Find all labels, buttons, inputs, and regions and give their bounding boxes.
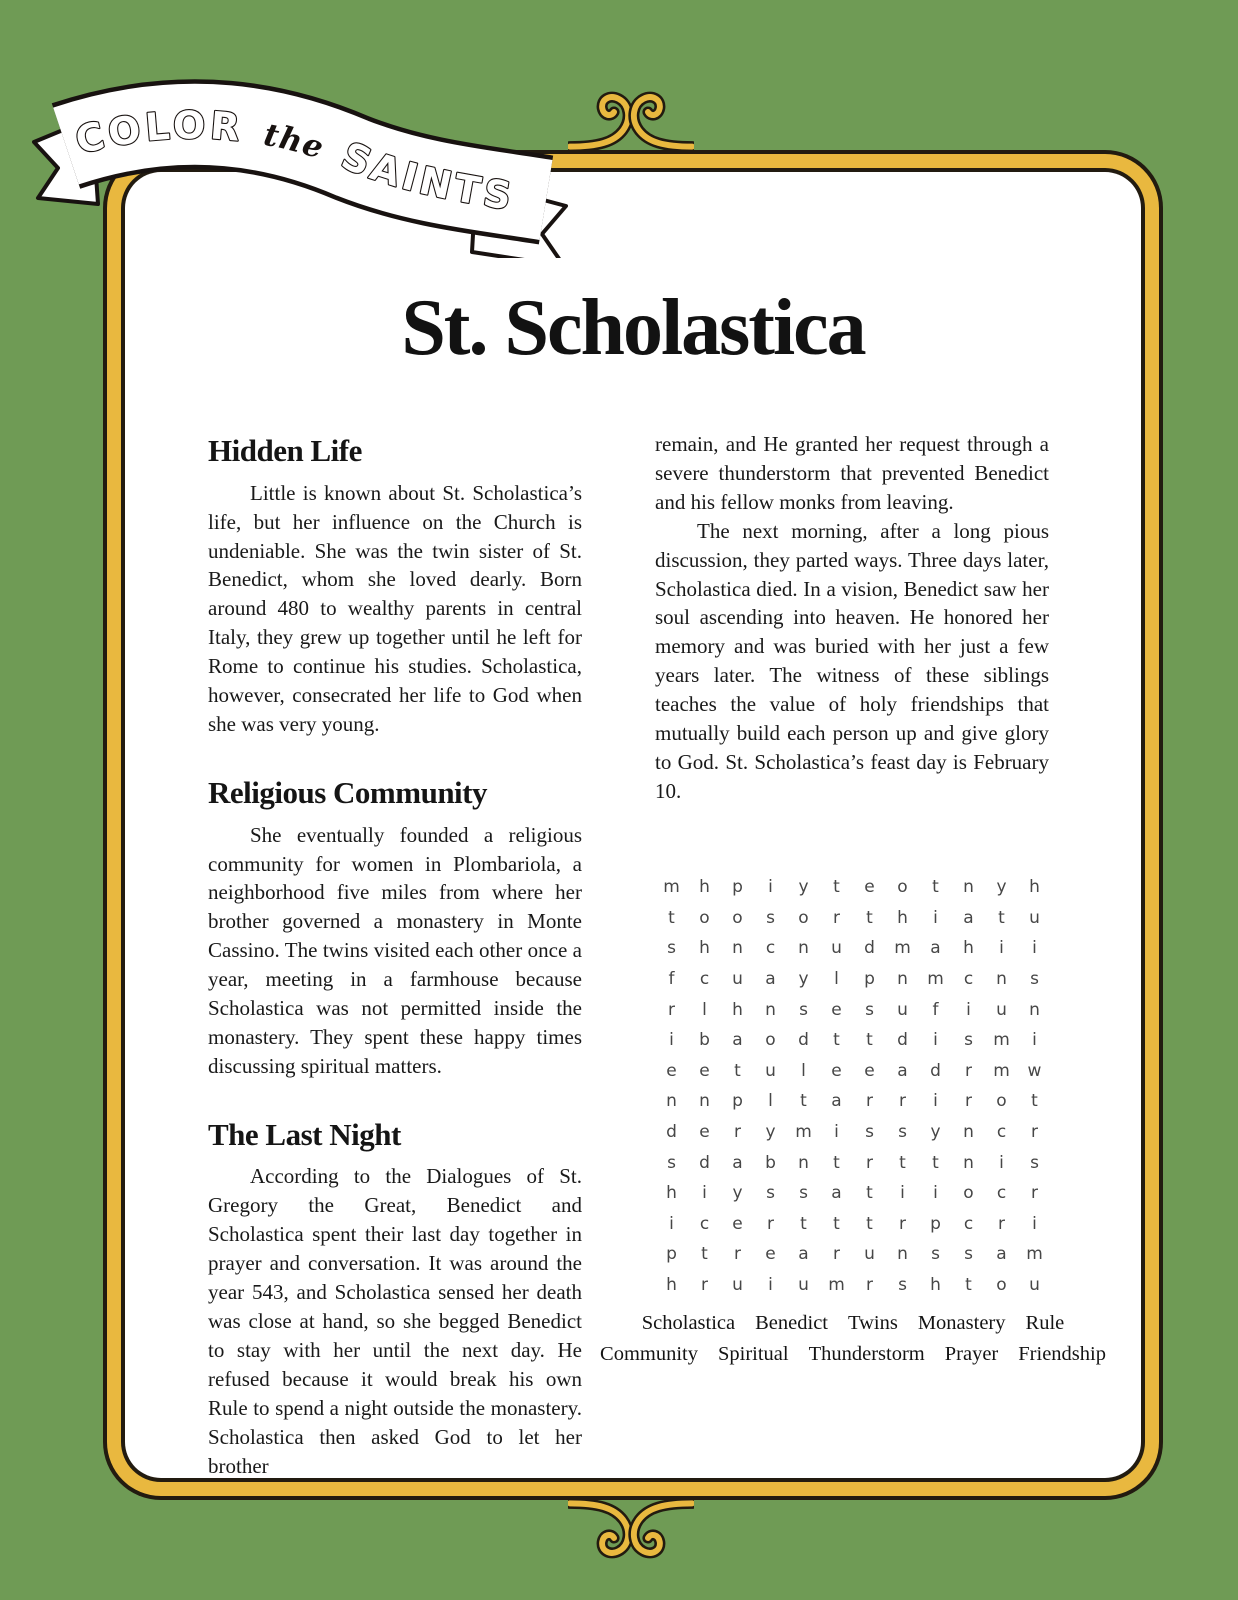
word-search-row: [655, 872, 1051, 903]
word-search-row: [655, 1086, 1051, 1117]
word-search-letter: w: [1027, 1060, 1042, 1081]
word-search-letter: t: [998, 907, 1005, 928]
word-search-letter: r: [866, 1091, 873, 1112]
word-search-letter: r: [701, 1275, 708, 1296]
word-list-word: Community: [600, 1343, 698, 1365]
word-search-letter: n: [666, 1091, 677, 1112]
word-search-letter: n: [765, 999, 776, 1020]
word-search-letter: n: [732, 938, 743, 959]
word-search-letter: r: [1031, 1122, 1038, 1143]
word-search-letter: y: [798, 877, 809, 898]
word-search-letter: n: [963, 1122, 974, 1143]
word-search-letter: f: [668, 969, 675, 990]
word-search-letter: f: [932, 999, 939, 1020]
section-heading-religious-community: Religious Community: [208, 774, 487, 810]
word-search-letter: a: [897, 1060, 908, 1081]
word-search-letter: t: [866, 907, 873, 928]
word-search-letter: r: [866, 1152, 873, 1173]
word-search-letter: o: [897, 877, 908, 898]
word-search-letter: o: [996, 1275, 1007, 1296]
word-search-letter: a: [831, 1091, 842, 1112]
word-search-letter: r: [833, 1244, 840, 1265]
word-search-letter: m: [894, 938, 911, 959]
section-heading-hidden-life: Hidden Life: [208, 433, 362, 468]
word-search-row: [655, 1178, 1051, 1209]
word-search-row: [655, 903, 1051, 934]
word-search-letter: t: [668, 907, 675, 928]
word-search-letter: a: [930, 938, 941, 959]
word-search-letter: i: [900, 1183, 905, 1204]
word-search-letter: d: [666, 1122, 677, 1143]
word-search-letter: d: [864, 938, 875, 959]
word-search-letter: b: [765, 1152, 776, 1173]
word-search-letter: i: [933, 907, 938, 928]
word-search-letter: u: [732, 1275, 743, 1296]
color-the-saints-banner: [14, 62, 586, 258]
word-search-row: [655, 1056, 1051, 1087]
word-search-letter: t: [932, 877, 939, 898]
word-search-letter: o: [765, 1030, 776, 1051]
word-search-row: [655, 994, 1051, 1025]
word-search-letter: e: [864, 877, 875, 898]
word-search-letter: r: [965, 1060, 972, 1081]
word-search-letter: r: [734, 1122, 741, 1143]
word-search-letter: e: [732, 1213, 743, 1234]
word-search-letter: r: [734, 1244, 741, 1265]
section-heading-last-night: The Last Night: [208, 1116, 401, 1152]
word-search-letter: s: [766, 907, 775, 928]
word-search-letter: s: [865, 1122, 874, 1143]
word-search-letter: s: [1030, 1152, 1039, 1173]
word-list-word: Rule: [1025, 1312, 1065, 1334]
word-search-letter: n: [1029, 999, 1040, 1020]
word-search-letter: n: [996, 969, 1007, 990]
word-search-letter: u: [864, 1244, 875, 1265]
word-search-letter: m: [828, 1275, 845, 1296]
word-search-letter: p: [930, 1213, 941, 1234]
word-search-letter: r: [998, 1213, 1005, 1234]
word-search-letter: y: [930, 1122, 941, 1143]
word-search-letter: b: [699, 1030, 710, 1051]
word-search-letter: o: [963, 1183, 974, 1204]
word-search-letter: a: [996, 1244, 1007, 1265]
word-search-letter: o: [699, 907, 710, 928]
word-search-letter: s: [964, 1030, 973, 1051]
word-search-letter: e: [699, 1060, 710, 1081]
word-search-letter: r: [866, 1275, 873, 1296]
word-search-letter: m: [993, 1030, 1010, 1051]
word-search-letter: c: [699, 969, 710, 990]
word-search-letter: n: [963, 1152, 974, 1173]
word-search-letter: h: [963, 938, 974, 959]
word-search-row: [655, 1239, 1051, 1270]
word-search-row: [655, 933, 1051, 964]
word-list-word: Thunderstorm: [808, 1343, 925, 1365]
word-search-letter: r: [965, 1091, 972, 1112]
word-search-word-list: [493, 1312, 1213, 1374]
word-search-letter: e: [765, 1244, 776, 1265]
word-search-letter: t: [734, 1060, 741, 1081]
word-search-letter: e: [864, 1060, 875, 1081]
frame-curl-top-icon: [568, 84, 694, 154]
word-search-letter: p: [732, 1091, 743, 1112]
word-search-letter: i: [933, 1091, 938, 1112]
word-search-letter: s: [964, 1244, 973, 1265]
word-search-letter: t: [932, 1152, 939, 1173]
word-search-letter: m: [795, 1122, 812, 1143]
word-list-word: Spiritual: [717, 1343, 789, 1365]
word-search-letter: u: [831, 938, 842, 959]
frame-curl-bottom-icon: [568, 1496, 694, 1566]
word-search-letter: r: [899, 1213, 906, 1234]
word-search-letter: i: [702, 1183, 707, 1204]
page-frame: [125, 172, 1141, 1478]
word-search-letter: m: [663, 877, 680, 898]
word-search-letter: n: [798, 1152, 809, 1173]
word-search-letter: n: [963, 877, 974, 898]
word-search-letter: c: [699, 1213, 710, 1234]
word-search-letter: m: [1026, 1244, 1043, 1265]
word-search-letter: s: [799, 1183, 808, 1204]
banner-word-color: COLOR: [71, 103, 246, 163]
word-search-letter: y: [765, 1122, 776, 1143]
word-search-letter: t: [866, 1183, 873, 1204]
word-search-letter: u: [996, 999, 1007, 1020]
word-search-row: [655, 964, 1051, 995]
word-search-letter: e: [699, 1122, 710, 1143]
word-search-letter: r: [767, 1213, 774, 1234]
word-list-line-2: [493, 1343, 1213, 1366]
word-search-letter: s: [931, 1244, 940, 1265]
word-list-word: Prayer: [944, 1343, 999, 1365]
word-search-letter: u: [1029, 907, 1040, 928]
word-search-letter: t: [800, 1091, 807, 1112]
word-search-letter: d: [930, 1060, 941, 1081]
page-title: St. Scholastica: [401, 284, 865, 372]
word-list-word: Friendship: [1018, 1343, 1106, 1365]
word-search-letter: o: [798, 907, 809, 928]
section-paragraph-last-night: According to the Dialogues of St. Gregory the Great, Benedict and Scholastica spent their last day together in prayer and conversation. It was around the year 543, and Scholastica sensed her death was close at hand, so she begged Benedict to stay with her until the next day. He refused because it would break his own Rule to spend a night outside the monastery. Scholastica then asked God to let her brother: [208, 1164, 582, 1478]
word-search-letter: s: [667, 1152, 676, 1173]
word-search-letter: r: [899, 1091, 906, 1112]
word-search-letter: u: [1029, 1275, 1040, 1296]
closing-paragraph: The next morning, after a long pious discussion, they parted ways. Three days later, Scholastica died. In a vision, Benedict saw her soul ascending into heaven. He honored her memory and was buried with her just a few years later. The witness of these siblings teaches the value of holy friendships that mutually build each person up and give glory to God. St. Scholastica’s feast day is February 10.: [655, 518, 1049, 803]
word-search-letter: y: [798, 969, 809, 990]
word-search-letter: h: [666, 1275, 677, 1296]
word-search-letter: i: [834, 1122, 839, 1143]
word-search-letter: t: [1031, 1091, 1038, 1112]
word-search-letter: i: [933, 1030, 938, 1051]
word-search-letter: i: [1032, 1030, 1037, 1051]
word-search-letter: r: [1031, 1183, 1038, 1204]
word-search-letter: h: [699, 877, 710, 898]
word-search-letter: s: [865, 999, 874, 1020]
word-search-letter: t: [866, 1213, 873, 1234]
word-search-letter: s: [1030, 969, 1039, 990]
word-search-letter: r: [668, 999, 675, 1020]
word-search-letter: l: [834, 969, 839, 990]
word-search-letter: t: [899, 1152, 906, 1173]
word-search-letter: m: [993, 1060, 1010, 1081]
word-search-letter: d: [798, 1030, 809, 1051]
word-search-letter: h: [666, 1183, 677, 1204]
word-search-letter: a: [963, 907, 974, 928]
word-search-letter: p: [666, 1244, 677, 1265]
word-search-letter: y: [996, 877, 1007, 898]
word-search-row: [655, 1209, 1051, 1240]
word-search-letter: e: [831, 999, 842, 1020]
banner-word-saints: SAINTS: [335, 133, 519, 219]
word-search-letter: i: [768, 877, 773, 898]
word-search-letter: i: [999, 938, 1004, 959]
word-search-letter: i: [1032, 938, 1037, 959]
word-search-row: [655, 1270, 1051, 1301]
word-search-letter: n: [798, 938, 809, 959]
word-search-letter: i: [966, 999, 971, 1020]
word-search-letter: i: [1032, 1213, 1037, 1234]
word-search-letter: e: [666, 1060, 677, 1081]
word-search-letter: n: [897, 969, 908, 990]
banner-word-the: the: [260, 116, 329, 167]
word-list-word: Twins: [848, 1312, 898, 1334]
word-search-letter: t: [866, 1030, 873, 1051]
word-search-letter: d: [897, 1030, 908, 1051]
word-search-letter: h: [732, 999, 743, 1020]
word-search-letter: i: [933, 1183, 938, 1204]
word-search-letter: i: [669, 1030, 674, 1051]
word-list-word: Benedict: [755, 1312, 828, 1334]
word-search-letter: o: [732, 907, 743, 928]
word-search-letter: t: [833, 1152, 840, 1173]
word-search-letter: r: [833, 907, 840, 928]
word-search-letter: a: [831, 1183, 842, 1204]
word-search-letter: c: [963, 1213, 974, 1234]
word-search-letter: a: [732, 1152, 743, 1173]
word-search-letter: c: [765, 938, 776, 959]
word-search-letter: e: [831, 1060, 842, 1081]
word-search-letter: t: [965, 1275, 972, 1296]
word-list-word: Scholastica: [641, 1312, 736, 1334]
word-search-letter: s: [898, 1275, 907, 1296]
word-search-letter: m: [927, 969, 944, 990]
word-search-letter: n: [897, 1244, 908, 1265]
article-column-right: [655, 430, 1049, 806]
word-search-letter: t: [833, 877, 840, 898]
word-search-letter: i: [669, 1213, 674, 1234]
word-search-letter: t: [701, 1244, 708, 1265]
word-search-letter: u: [765, 1060, 776, 1081]
word-search-letter: l: [768, 1091, 773, 1112]
word-search-letter: a: [798, 1244, 809, 1265]
section-paragraph-hidden-life: Little is known about St. Scholastica’s life, but her influence on the Church is undeniable. She was the twin sister of St. Benedict, whom she loved dearly. Born around 480 to wealthy parents in central Italy, they grew up together until he left for Rome to continue his studies. Scholastica, however, consecrated her life to God when she was very young.: [208, 480, 582, 736]
word-search-row: [655, 1147, 1051, 1178]
word-search-letter: u: [732, 969, 743, 990]
word-search-letter: n: [699, 1091, 710, 1112]
word-search-letter: s: [799, 999, 808, 1020]
word-search-row: [655, 1025, 1051, 1056]
word-search-letter: p: [864, 969, 875, 990]
word-search-letter: t: [833, 1213, 840, 1234]
section-paragraph-religious-community: She eventually founded a religious community for women in Plombariola, a neighborhood five miles from where her brother governed a monastery in Monte Cassino. The twins visited each other once a year, meeting in a farmhouse because Scholastica was not permitted inside the monastery. They spent these happy times discussing spiritual matters.: [208, 822, 582, 1078]
word-search-row: [655, 1117, 1051, 1148]
word-search-letter: t: [833, 1030, 840, 1051]
word-search-letter: h: [930, 1275, 941, 1296]
word-search-letter: s: [766, 1183, 775, 1204]
word-search-letter: h: [1029, 877, 1040, 898]
word-search-letter: l: [702, 999, 707, 1020]
word-search-letter: a: [765, 969, 776, 990]
word-search-grid: [655, 872, 1051, 1300]
word-search-letter: d: [699, 1152, 710, 1173]
word-search-letter: t: [800, 1213, 807, 1234]
word-search-letter: l: [801, 1060, 806, 1081]
word-search-letter: y: [732, 1183, 743, 1204]
word-search-letter: s: [898, 1122, 907, 1143]
word-list-line-1: [493, 1312, 1213, 1335]
word-search-letter: a: [732, 1030, 743, 1051]
word-search-letter: u: [897, 999, 908, 1020]
word-search-letter: c: [996, 1183, 1007, 1204]
word-search-letter: s: [667, 938, 676, 959]
word-search-letter: p: [732, 877, 743, 898]
word-search-letter: u: [798, 1275, 809, 1296]
continuation-paragraph: remain, and He granted her request through a severe thunderstorm that prevented Benedict and his fellow monks from leaving.: [655, 432, 1049, 514]
word-search-letter: c: [963, 969, 974, 990]
word-list-word: Monastery: [917, 1312, 1006, 1334]
word-search-letter: i: [768, 1275, 773, 1296]
word-search-letter: c: [996, 1122, 1007, 1143]
word-search-letter: h: [699, 938, 710, 959]
word-search-letter: h: [897, 907, 908, 928]
word-search-letter: i: [999, 1152, 1004, 1173]
word-search-letter: o: [996, 1091, 1007, 1112]
